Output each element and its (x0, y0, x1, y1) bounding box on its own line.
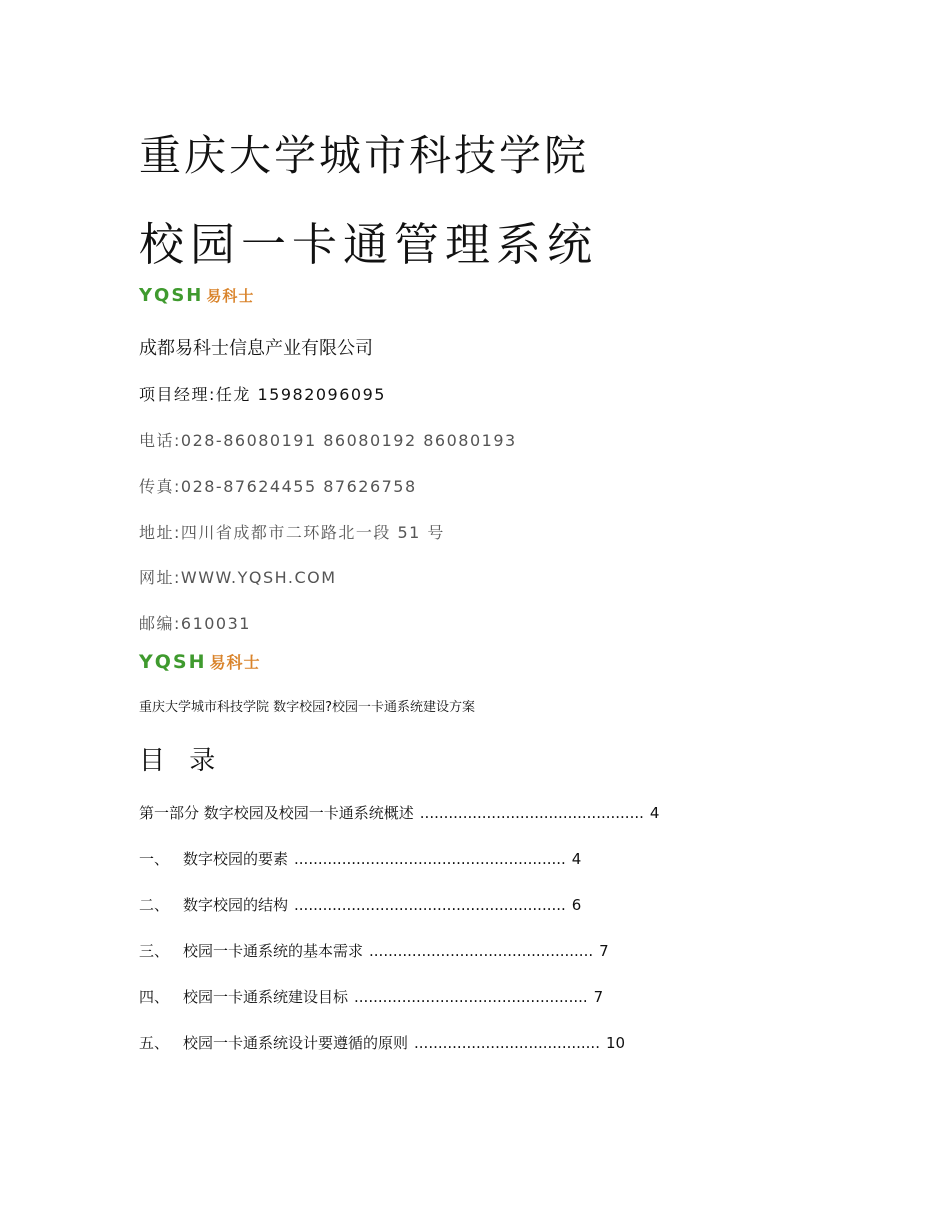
postcode: 邮编:610031 (139, 614, 251, 633)
toc-entry-page: 7 (599, 942, 609, 960)
toc-entry-page: 4 (649, 804, 660, 822)
document-title-line1: 重庆大学城市科技学院 (139, 131, 590, 180)
toc-entry-label: 校园一卡通系统建设目标 (183, 988, 349, 1006)
toc-entry-label: 校园一卡通系统设计要遵循的原则 (183, 1034, 409, 1052)
company-name: 成都易科士信息产业有限公司 (139, 338, 373, 359)
toc-entry-label: 数字校园的结构 (183, 896, 289, 914)
toc-entry-leader: ............................................... (419, 804, 644, 822)
toc-entry-label: 第一部分 数字校园及校园一卡通系统概述 (139, 804, 414, 822)
phone-numbers: 电话:028-86080191 86080192 86080193 (139, 431, 517, 450)
toc-entry-page: 6 (571, 896, 582, 914)
company-logo (139, 286, 254, 306)
toc-entry[interactable] (139, 1032, 625, 1054)
toc-entry[interactable] (139, 986, 603, 1008)
toc-entry-number: 三、 (139, 942, 170, 960)
toc-entry-leader: ....................................... (414, 1034, 600, 1052)
website: 网址:WWW.YQSH.COM (139, 568, 337, 587)
address: 地址:四川省成都市二环路北一段 51 号 (139, 523, 445, 542)
toc-entry-leader: ................................................. (354, 988, 588, 1006)
fax-numbers: 传真:028-87624455 87626758 (139, 477, 417, 496)
toc-entry-label: 数字校园的要素 (183, 850, 289, 868)
toc-entry-leader: ......................................................... (294, 850, 566, 868)
toc-entry-number: 五、 (139, 1034, 170, 1052)
toc-entry[interactable] (139, 940, 609, 962)
toc-entry-number: 四、 (139, 988, 170, 1006)
logo-cjk-text: 易科士 (206, 287, 255, 305)
toc-entry-page: 4 (571, 850, 582, 868)
toc-entry[interactable] (139, 802, 659, 824)
project-manager: 项目经理:任龙 15982096095 (139, 385, 386, 404)
toc-entry[interactable] (139, 848, 581, 870)
toc-entry[interactable] (139, 894, 581, 916)
document-title-line2: 校园一卡通管理系统 (139, 218, 599, 271)
toc-entry-page: 10 (605, 1034, 626, 1052)
company-logo-header (139, 652, 261, 673)
toc-title: 目 录 (139, 746, 224, 776)
logo-latin-text: YQSH (139, 651, 207, 673)
toc-entry-label: 校园一卡通系统的基本需求 (183, 942, 364, 960)
toc-entry-page: 7 (593, 988, 604, 1006)
toc-entry-leader: ............................................... (369, 942, 594, 960)
document-header: 重庆大学城市科技学院 数字校园?校园一卡通系统建设方案 (139, 700, 476, 715)
toc-entry-leader: ......................................................... (294, 896, 566, 914)
logo-latin-text: YQSH (139, 285, 204, 306)
toc-entry-number: 二、 (139, 896, 170, 914)
toc-entry-number: 一、 (139, 850, 170, 868)
logo-cjk-text: 易科士 (209, 653, 261, 672)
